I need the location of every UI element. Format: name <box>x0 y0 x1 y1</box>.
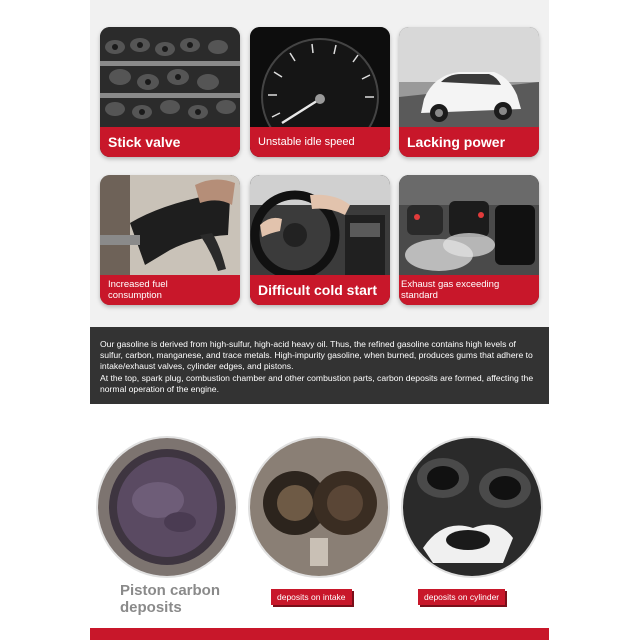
symptom-grid <box>90 0 549 325</box>
product-detail-page <box>90 0 549 640</box>
cylinder-deposit-tag: deposits on cylinder <box>418 589 505 605</box>
symptom-label: Increased fuel consumption <box>100 275 240 305</box>
intake-deposit-tag: deposits on intake <box>271 589 352 605</box>
deposits-section <box>90 404 549 640</box>
description-paragraph: At the top, spark plug, combustion chamber and other combustion parts, carbon deposits are formed, affecting the normal operation of the engine. <box>100 372 534 394</box>
description-panel <box>90 327 549 404</box>
symptom-label: Difficult cold start <box>250 275 390 305</box>
symptom-label: Unstable idle speed <box>250 127 390 157</box>
bottom-accent-bar <box>90 628 549 640</box>
symptom-card-exhaust <box>399 175 539 305</box>
piston-deposit-caption: Piston carbon deposits <box>120 582 221 616</box>
symptom-card-stick-valve <box>100 27 240 157</box>
symptom-label: Exhaust gas exceeding standard <box>399 275 539 305</box>
symptom-label: Stick valve <box>100 127 240 157</box>
piston-deposit-photo <box>98 438 236 576</box>
symptom-card-unstable-idle <box>250 27 390 157</box>
cylinder-deposit-photo <box>403 438 541 576</box>
description-paragraph: Our gasoline is derived from high-sulfur, high-acid heavy oil. Thus, the refined gasoline contains high levels of sulfur, carbon, manganese, and trace metals. High-impurity gasoline, when burned, produces gums that adhere to intake/exhaust valves, cylinder edges, and pistons. <box>100 339 533 372</box>
symptom-card-cold-start <box>250 175 390 305</box>
symptom-card-fuel-consumption <box>100 175 240 305</box>
intake-deposit-photo <box>250 438 388 576</box>
symptom-label: Lacking power <box>399 127 539 157</box>
symptom-card-lacking-power <box>399 27 539 157</box>
